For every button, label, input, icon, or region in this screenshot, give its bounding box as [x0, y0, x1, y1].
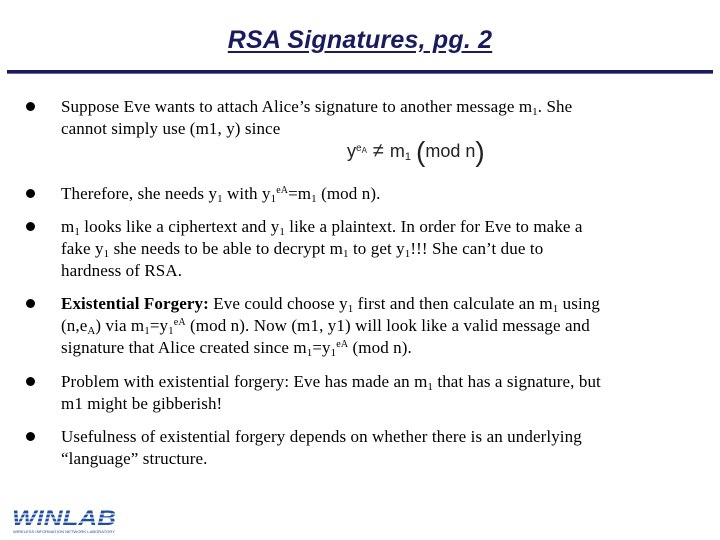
text-run: (n,e — [61, 316, 88, 335]
bullet-3-line-1 — [61, 216, 701, 238]
text-run: . She — [537, 97, 573, 116]
text-run: using — [558, 294, 600, 313]
bullet-6-line-2: “language” structure. — [61, 449, 208, 468]
subscript: 1 — [427, 381, 434, 393]
subscript: 1 — [532, 106, 538, 118]
bullet-dot-icon — [26, 299, 35, 308]
winlab-logo — [12, 506, 117, 536]
text-run: Suppose Eve wants to attach Alice’s signature to another message m — [61, 97, 533, 116]
text-run: Problem with existential forgery: Eve has made an m — [61, 372, 428, 391]
bullet-dot-icon — [26, 189, 35, 198]
bullet-text-3 — [61, 216, 701, 282]
formula-y: y — [347, 141, 356, 161]
bold-term: Existential Forgery: — [61, 294, 209, 313]
text-run: she needs to be able to decrypt m — [109, 239, 343, 258]
bullet-dot-icon — [26, 377, 35, 386]
formula-exponent — [356, 143, 367, 154]
subscript: A — [87, 325, 96, 337]
subscript: 1 — [103, 248, 110, 260]
bullet-dot-icon — [26, 102, 35, 111]
text-run: (mod n). — [316, 184, 381, 203]
superscript: eA — [336, 339, 349, 350]
bullet-5-line-2: m1 might be gibberish! — [61, 394, 223, 413]
bullet-3-line-2 — [61, 238, 701, 260]
text-run: !!! She can’t due to — [410, 239, 544, 258]
text-run: =y — [149, 316, 169, 335]
subscript: 1 — [217, 193, 223, 205]
bullet-dot-icon — [26, 222, 35, 231]
bullet-4-line-3 — [61, 337, 701, 359]
subscript: 1 — [279, 226, 285, 238]
formula-close-paren: ) — [475, 136, 485, 167]
exponent-subscript: A — [361, 146, 367, 155]
slide-title: RSA Signatures, pg. 2 — [227, 26, 493, 54]
bullet-1-line-1 — [61, 96, 701, 118]
bullet-2-line-1 — [61, 183, 701, 205]
text-run: looks like a ciphertext and y — [79, 217, 280, 236]
text-run: to get y — [348, 239, 405, 258]
exponent-base: e — [356, 143, 362, 154]
text-run: with y — [222, 184, 271, 203]
text-run: Eve could choose y — [208, 294, 348, 313]
bullet-dot-icon — [26, 432, 35, 441]
subscript: 1 — [347, 303, 354, 315]
superscript: eA — [276, 185, 289, 196]
subscript: 1 — [311, 193, 317, 205]
subscript: 1 — [552, 303, 559, 315]
formula-open-paren: ( — [416, 136, 426, 167]
subscript: 1 — [270, 193, 277, 205]
text-run: Therefore, she needs y — [61, 184, 218, 203]
text-run: that has a signature, but — [433, 372, 601, 391]
text-run: signature that Alice created since m — [61, 338, 307, 357]
text-run: m — [61, 217, 75, 236]
bullet-text-5 — [61, 371, 701, 415]
not-equal-sign: ≠ — [372, 140, 384, 162]
bullet-text-2 — [61, 183, 701, 205]
bullet-text-4 — [61, 293, 701, 359]
subscript: 1 — [144, 325, 150, 337]
bullet-3-line-3: hardness of RSA. — [61, 261, 183, 280]
title-rule — [7, 70, 713, 74]
formula-y-ea-not-equal-m1-mod-n — [347, 136, 485, 168]
text-run: ) via m — [95, 316, 145, 335]
formula-m-subscript: 1 — [404, 151, 412, 163]
subscript: 1 — [168, 325, 174, 337]
subscript: 1 — [74, 226, 80, 238]
bullet-text-6 — [61, 426, 701, 470]
logo-wordmark: WINLAB — [12, 507, 116, 530]
bullet-4-line-2 — [61, 315, 701, 337]
bullet-6-line-1: Usefulness of existential forgery depends on whether there is an underlying — [61, 427, 582, 446]
bullet-text-1 — [61, 96, 701, 140]
subscript: 1 — [343, 248, 349, 260]
text-run: first and then calculate an m — [353, 294, 553, 313]
bullet-1-line-2: cannot simply use (m1, y) since — [61, 119, 281, 138]
text-run: (mod n). — [348, 338, 412, 357]
subscript: 1 — [306, 347, 313, 359]
text-run: =y — [312, 338, 331, 357]
text-run: =m — [288, 184, 312, 203]
subscript: 1 — [404, 248, 411, 260]
text-run: fake y — [61, 239, 104, 258]
bullet-5-line-1 — [61, 371, 701, 393]
formula-m: m — [389, 141, 405, 161]
superscript: eA — [173, 317, 186, 328]
text-run: like a plaintext. In order for Eve to make a — [284, 217, 583, 236]
subscript: 1 — [330, 347, 337, 359]
logo-tagline: WIRELESS INFORMATION NETWORK LABORATORY — [13, 529, 116, 534]
formula-mod: mod n — [425, 141, 476, 161]
text-run: (mod n). Now (m1, y1) will look like a valid message and — [185, 316, 590, 335]
bullet-4-line-1 — [61, 293, 701, 315]
